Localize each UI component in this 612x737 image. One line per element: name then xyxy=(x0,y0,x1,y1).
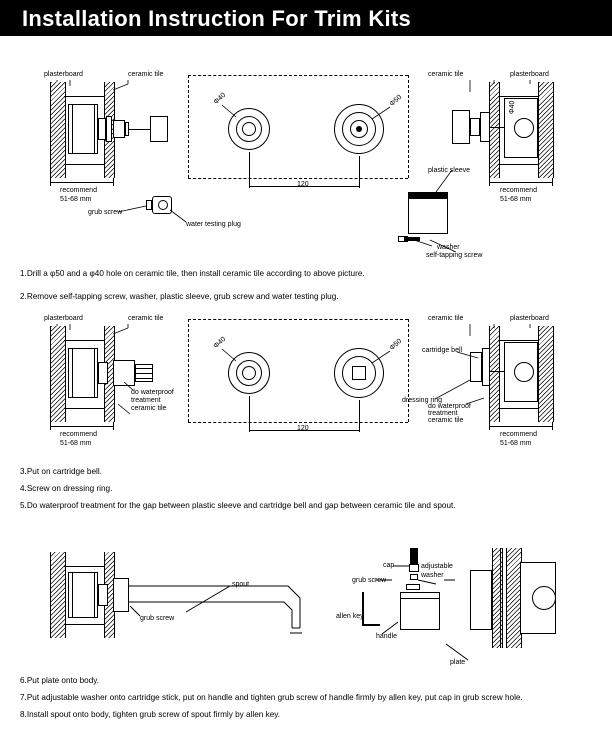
dim-recommend-left-1 xyxy=(50,182,113,183)
sleeve-top-band-1 xyxy=(408,192,448,198)
label-waterproof-right-1-2: do waterproof xyxy=(428,403,471,410)
label-plasterboard-left-1: plasterboard xyxy=(44,71,83,78)
plasterboard-hatch-right-1 xyxy=(538,82,554,178)
hole-40-inner-2 xyxy=(242,366,256,380)
dim-recommend-right-1 xyxy=(489,182,552,183)
label-grub-screw-right-3: grub screw xyxy=(352,577,387,584)
label-dim-40-1: Φ40 xyxy=(212,91,228,106)
valve-neck-left-1 xyxy=(98,118,106,140)
label-dim-50-1: Φ50 xyxy=(388,93,404,108)
step-3: 3.Put on cartridge bell. xyxy=(20,467,102,476)
body-inner-left-1 xyxy=(72,104,73,154)
valve-knob-right-2 xyxy=(514,362,534,382)
tile-edge-right-3 xyxy=(500,548,501,648)
wall-gap-line-2d xyxy=(498,408,538,409)
allen-key-foot-3 xyxy=(362,624,380,626)
plastic-sleeve-right-1 xyxy=(452,110,470,144)
label-plasterboard-right-2: plasterboard xyxy=(510,315,549,322)
dim-120-ext-l-1 xyxy=(249,152,250,188)
label-waterproof-right-3-2: ceramic tile xyxy=(428,417,464,424)
dim-recommend-right-2 xyxy=(489,426,552,427)
tile-outline-left-1 xyxy=(188,75,189,178)
valve-knob-right-1 xyxy=(514,118,534,138)
valve-neck-left-3 xyxy=(98,584,108,606)
label-handle-3: handle xyxy=(376,633,398,640)
label-ceramic-tile-right-2: ceramic tile xyxy=(428,315,464,322)
wall-gap-line-3a xyxy=(64,566,104,567)
cartridge-stick-2 xyxy=(352,366,366,380)
label-cartridge-bell-2: cartridge bell xyxy=(422,347,463,354)
body-inner-right-1 xyxy=(94,104,95,154)
step-4: 4.Screw on dressing ring. xyxy=(20,484,113,493)
label-recommend-left-1: recommend xyxy=(60,187,97,194)
self-tapping-screw-detail-1 xyxy=(404,237,420,241)
tile-outline-bottom-1 xyxy=(188,178,408,179)
axis-left-1 xyxy=(129,129,150,130)
wall-gap-line-3b xyxy=(64,624,104,625)
step-5: 5.Do waterproof treatment for the gap between plastic sleeve and cartridge bell and gap between ceramic tile and spout. xyxy=(20,501,456,510)
wall-gap-line-2b xyxy=(64,408,104,409)
plate-detail-3 xyxy=(470,570,492,630)
dim-tick-l1-2 xyxy=(50,422,51,430)
dim-tick-l2-1 xyxy=(113,178,114,186)
label-allen-key-3: allen key xyxy=(336,613,364,620)
label-dim-40-right-1: Φ40 xyxy=(509,100,516,114)
body-inner-left-2 xyxy=(72,348,73,398)
label-recommend-left-value-1: 51-68 mm xyxy=(60,196,92,203)
grub-screw-detail-3 xyxy=(410,574,418,580)
label-cap-3: cap xyxy=(383,562,395,569)
axis-right-2 xyxy=(489,371,504,372)
label-dim-40-2: Φ40 xyxy=(212,335,228,350)
wall-gap-line-2a xyxy=(64,340,104,341)
label-dressing-ring-2: dressing ring xyxy=(402,397,443,404)
label-plastic-sleeve-1: plastic sleeve xyxy=(428,167,471,174)
label-recommend-right-value-2: 51-68 mm xyxy=(500,440,532,447)
adjustable-washer-detail-3 xyxy=(406,584,420,590)
label-ceramic-tile-left-2: ceramic tile xyxy=(128,315,164,322)
wall-gap-line-1c xyxy=(498,96,538,97)
plasterboard-hatch-left-3 xyxy=(50,552,66,638)
tile-outline-bottom-2 xyxy=(188,422,408,423)
axis-right-1 xyxy=(490,127,504,128)
label-waterproof-left-3-2: ceramic tile xyxy=(131,405,167,412)
tile-outline-top-1 xyxy=(188,75,408,76)
dim-120-ext-r-2 xyxy=(359,400,360,432)
label-plasterboard-right-1: plasterboard xyxy=(510,71,549,78)
label-dim-120-2: 120 xyxy=(297,425,309,432)
valve-collar-left-1 xyxy=(106,116,112,142)
dim-120-ext-l-2 xyxy=(249,396,250,432)
cartridge-bell-left-2 xyxy=(113,360,135,386)
collar-right-1 xyxy=(470,118,480,136)
dim-tick-l2-2 xyxy=(113,422,114,430)
cap-detail-3 xyxy=(410,548,418,564)
label-spout-3: spout xyxy=(232,581,250,588)
label-recommend-left-2: recommend xyxy=(60,431,97,438)
tile-outline-right-2 xyxy=(408,319,409,422)
valve-knob-right-3 xyxy=(532,586,556,610)
handle-line-3 xyxy=(400,598,440,599)
header-bar xyxy=(0,0,612,36)
wall-gap-line-1a xyxy=(64,96,104,97)
tile-outline-top-2 xyxy=(188,319,408,320)
grub-screw-detail-1 xyxy=(146,200,152,210)
plasterboard-hatch-right-2 xyxy=(538,326,554,422)
label-recommend-right-1: recommend xyxy=(500,187,537,194)
label-waterproof-right-2-2: treatment xyxy=(428,410,458,417)
label-ceramic-tile-right-1: ceramic tile xyxy=(428,71,464,78)
valve-neck-left-2 xyxy=(98,362,108,384)
dim-tick-r1-1 xyxy=(489,178,490,186)
label-dim-50-2: Φ50 xyxy=(388,337,404,352)
ring-groove-a-2 xyxy=(135,368,153,369)
body-inner-left-3 xyxy=(72,572,73,618)
label-recommend-right-value-1: 51-68 mm xyxy=(500,196,532,203)
plug-hole-1 xyxy=(158,200,168,210)
step-8: 8.Install spout onto body, tighten grub screw of spout firmly by allen key. xyxy=(20,710,281,719)
hole-50-center-1 xyxy=(356,126,362,132)
tile-outline-left-2 xyxy=(188,319,189,422)
dressing-ring-right-2 xyxy=(482,348,490,386)
wall-gap-line-1d xyxy=(498,164,538,165)
wall-gap-line-1b xyxy=(64,164,104,165)
cap-body-3 xyxy=(409,564,419,572)
tile-outline-right-1 xyxy=(408,75,409,178)
step-2: 2.Remove self-tapping screw, washer, plastic sleeve, grub screw and water testing plug. xyxy=(20,292,339,301)
label-dim-120-1: 120 xyxy=(297,181,309,188)
label-waterproof-left-1-2: do waterproof xyxy=(131,389,174,396)
body-inner-right-2 xyxy=(94,348,95,398)
label-recommend-left-value-2: 51-68 mm xyxy=(60,440,92,447)
label-plate-3: plate xyxy=(450,659,466,666)
label-adjustable-3: adjustable xyxy=(421,563,453,570)
page-title: Installation Instruction For Trim Kits xyxy=(22,6,412,31)
flange-right-1 xyxy=(480,112,490,142)
label-ceramic-tile-left-1: ceramic tile xyxy=(128,71,164,78)
dim-tick-r2-1 xyxy=(552,178,553,186)
plastic-sleeve-detail-1 xyxy=(408,198,448,234)
dim-120-ext-r-1 xyxy=(359,156,360,188)
step-7: 7.Put adjustable washer onto cartridge stick, put on handle and tighten grub screw of handle firmly by allen key, put cap in grub screw hole. xyxy=(20,693,523,702)
wall-gap-line-2c xyxy=(498,340,538,341)
hole-40-inner-1 xyxy=(242,122,256,136)
dim-tick-r1-2 xyxy=(489,422,490,430)
spout-base-3 xyxy=(113,578,129,612)
label-waterproof-left-2-2: treatment xyxy=(131,397,161,404)
step-1: 1.Drill a φ50 and a φ40 hole on ceramic tile, then install ceramic tile according to above picture. xyxy=(20,269,365,278)
ceramic-tile-hatch-right-3 xyxy=(492,548,503,648)
dim-tick-r2-2 xyxy=(552,422,553,430)
step-6: 6.Put plate onto body. xyxy=(20,676,100,685)
label-water-testing-plug-1: water testing plug xyxy=(186,221,241,228)
plastic-sleeve-left-1 xyxy=(150,116,168,142)
label-grub-screw-1: grub screw xyxy=(88,209,123,216)
dim-recommend-left-2 xyxy=(50,426,113,427)
label-self-tapping-screw-1: self-tapping screw xyxy=(426,252,483,259)
sleeve-left-1 xyxy=(113,120,125,138)
label-plasterboard-left-2: plasterboard xyxy=(44,315,83,322)
body-inner-right-3 xyxy=(94,572,95,618)
label-washer-1: washer xyxy=(437,244,460,251)
label-grub-screw-3: grub screw xyxy=(140,615,175,622)
cartridge-bell-right-2 xyxy=(470,352,482,382)
label-washer-3: washer xyxy=(421,572,444,579)
ring-groove-c-2 xyxy=(135,378,153,379)
dim-tick-l1-1 xyxy=(50,178,51,186)
label-recommend-right-2: recommend xyxy=(500,431,537,438)
ring-groove-b-2 xyxy=(135,373,153,374)
